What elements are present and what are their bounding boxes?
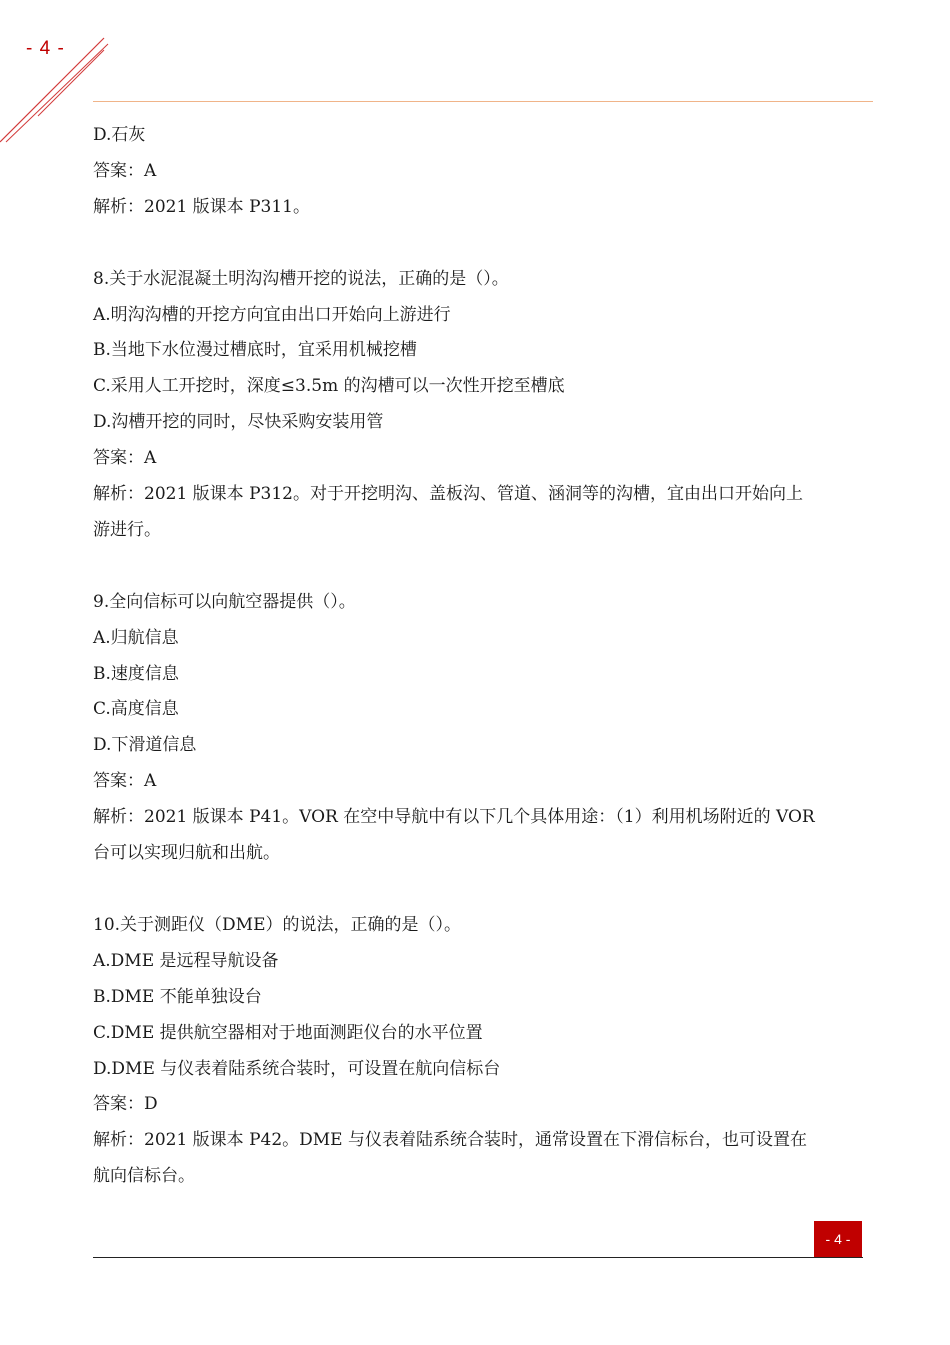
q9-explanation-line1: 解析：2021 版课本 P41。VOR 在空中导航中有以下几个具体用途：（1）利用机场附近的 VOR (93, 807, 815, 828)
q10-option-d: D.DME 与仪表着陆系统合装时，可设置在航向信标台 (93, 1058, 501, 1079)
q8-option-c: C.采用人工开挖时，深度≤3.5m 的沟槽可以一次性开挖至槽底 (93, 376, 565, 397)
question-7-tail (93, 118, 873, 226)
q8-answer: 答案：A (93, 448, 157, 469)
q8-explanation-line1: 解析：2021 版课本 P312。对于开挖明沟、盖板沟、管道、涵洞等的沟槽，宜由出口开始向上 (93, 484, 803, 505)
q7-option-d: D.石灰 (93, 125, 146, 145)
question-8 (93, 262, 873, 549)
page-content (93, 118, 873, 1195)
q8-option-b: B.当地下水位漫过槽底时，宜采用机械挖槽 (93, 340, 417, 361)
q10-option-c: C.DME 提供航空器相对于地面测距仪台的水平位置 (93, 1022, 483, 1043)
footer-page-number: - 4 - (814, 1221, 862, 1257)
header-rule (93, 101, 873, 102)
q9-option-d: D.下滑道信息 (93, 735, 197, 756)
q9-question: 9.全向信标可以向航空器提供（）。 (93, 591, 356, 612)
q7-answer: 答案：A (93, 160, 157, 181)
q10-explanation-line1: 解析：2021 版课本 P42。DME 与仪表着陆系统合装时，通常设置在下滑信标台，也可设置在 (93, 1130, 807, 1151)
question-10 (93, 908, 873, 1195)
q7-explanation: 解析：2021 版课本 P311。 (93, 196, 310, 217)
question-9 (93, 585, 873, 872)
spacer (93, 549, 873, 585)
q8-option-d: D.沟槽开挖的同时，尽快采购安装用管 (93, 412, 384, 433)
spacer (93, 226, 873, 262)
q9-explanation-line2: 台可以实现归航和出航。 (93, 843, 280, 864)
q10-explanation-line2: 航向信标台。 (93, 1166, 195, 1187)
q10-question: 10.关于测距仪（DME）的说法，正确的是（）。 (93, 914, 461, 935)
q8-explanation-line2: 游进行。 (93, 519, 161, 540)
header-page-number: - 4 - (26, 38, 65, 59)
q9-option-a: A.归航信息 (93, 627, 179, 648)
q10-option-b: B.DME 不能单独设台 (93, 986, 262, 1007)
spacer (93, 872, 873, 908)
q9-option-b: B.速度信息 (93, 663, 179, 684)
footer-rule (93, 1257, 863, 1258)
q9-option-c: C.高度信息 (93, 699, 179, 720)
q10-option-a: A.DME 是远程导航设备 (93, 950, 279, 971)
q9-answer: 答案：A (93, 771, 157, 792)
q8-question: 8.关于水泥混凝土明沟沟槽开挖的说法，正确的是（）。 (93, 268, 509, 289)
q8-option-a: A.明沟沟槽的开挖方向宜由出口开始向上游进行 (93, 304, 451, 325)
q10-answer: 答案：D (93, 1094, 158, 1115)
